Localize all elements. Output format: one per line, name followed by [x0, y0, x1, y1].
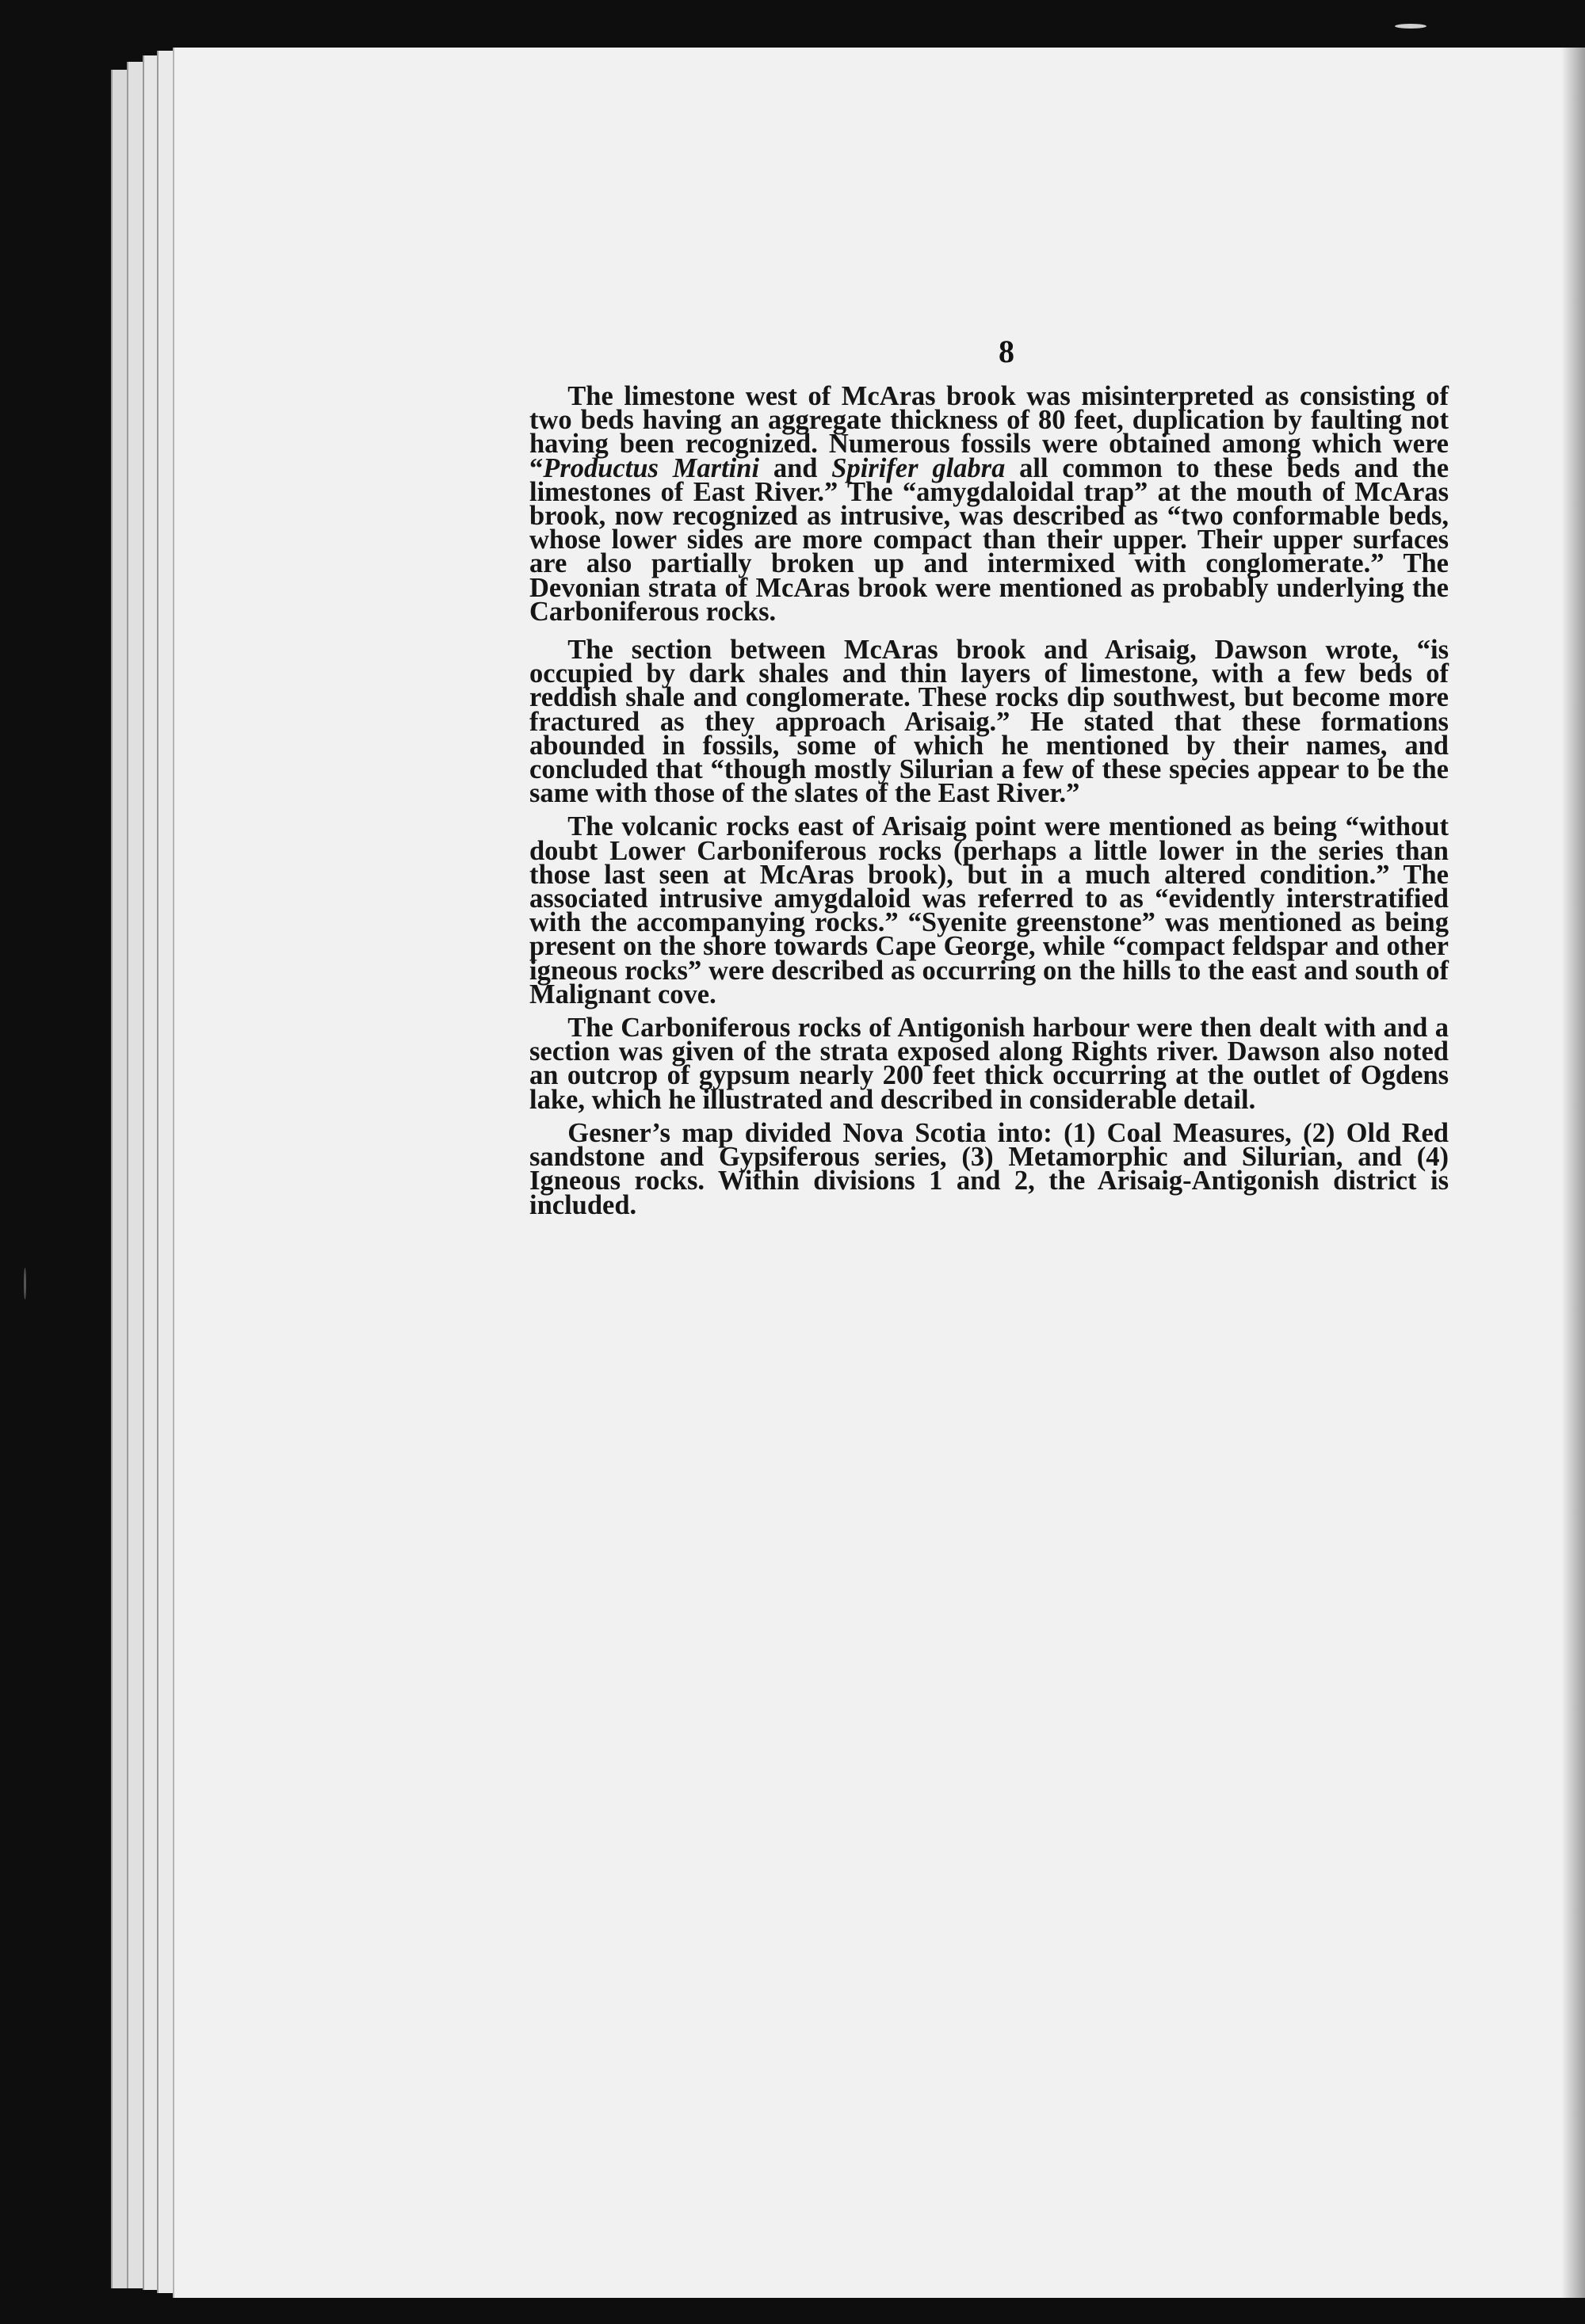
paragraph-1 [529, 381, 1449, 627]
text-run: and [759, 452, 832, 483]
paragraph-5 [529, 1117, 1449, 1220]
text-run: Gesner’s map divided Nova Scotia into: (1) Coal Measures, (2) Old Red sandstone and Gypsiferous series, (3) Metamorphic and Silurian, and (4) Igneous rocks. Within divisions 1 and 2, the Arisaig-Antigonish district is included. [529, 1117, 1449, 1220]
text-run: The volcanic rocks east of Arisaig point were mentioned as being “without doubt Lower Carboniferous rocks (perhaps a little lower in the series than those last seen at McAras brook), but in a much altered condition.” The associated intrusive amygdaloid was referred to as “evidently interstratified with the accompanying rocks.” “Syenite greenstone” was mentioned as being present on the shore towards Cape George, while “compact feldspar and other igneous rocks” were described as occurring on the hills to the east and south of Malignant cove. [529, 811, 1449, 1009]
italic-species-name: Productus Martini [543, 452, 760, 483]
scan-artifact [24, 1268, 26, 1299]
paragraph-2 [529, 635, 1449, 809]
paragraph-3 [529, 811, 1449, 1009]
text-run: all common to these beds and the limestones of East River.” The “amygdaloidal trap” at the mouth of McAras brook, now recognized as intrusive, was described as “two conformable beds, whose lower sides are more compact than their upper. Their upper surfaces are also partially broken up and intermixed with conglomerate.” The Devonian strata of McAras brook were mentioned as probably underlying the Carboniferous rocks. [529, 452, 1449, 627]
page-number: 8 [999, 334, 1014, 369]
italic-species-name: Spirifer glabra [831, 452, 1006, 483]
text-run: The section between McAras brook and Arisaig, Dawson wrote, “is occupied by dark shales and thin layers of limestone, with a few beds of reddish shale and conglomerate. These rocks dip southwest, but become more fractured as they approach Arisaig.” He stated that these formations abounded in fossils, some of which he mentioned by their names, and concluded that “though mostly Silurian a few of these species appear to be the same with those of the slates of the East River.” [529, 635, 1449, 809]
body-text [529, 381, 1449, 1227]
scan-artifact [1395, 24, 1426, 29]
text-run: The Carboniferous rocks of Antigonish harbour were then dealt with and a section was given of the strata exposed along Rights river. Dawson also noted an outcrop of gypsum nearly 200 feet thick occurring at the outlet of Ogdens lake, which he illustrated and described in considerable detail. [529, 1013, 1449, 1115]
page-shadow [1561, 48, 1585, 2298]
text-run: The limestone west of McAras brook was misinterpreted as consisting of two beds having an aggregate thickness of 80 feet, duplication by faulting not having been recognized. Numerous fossils were obtained among which were “ [529, 381, 1449, 483]
paragraph-4 [529, 1013, 1449, 1115]
